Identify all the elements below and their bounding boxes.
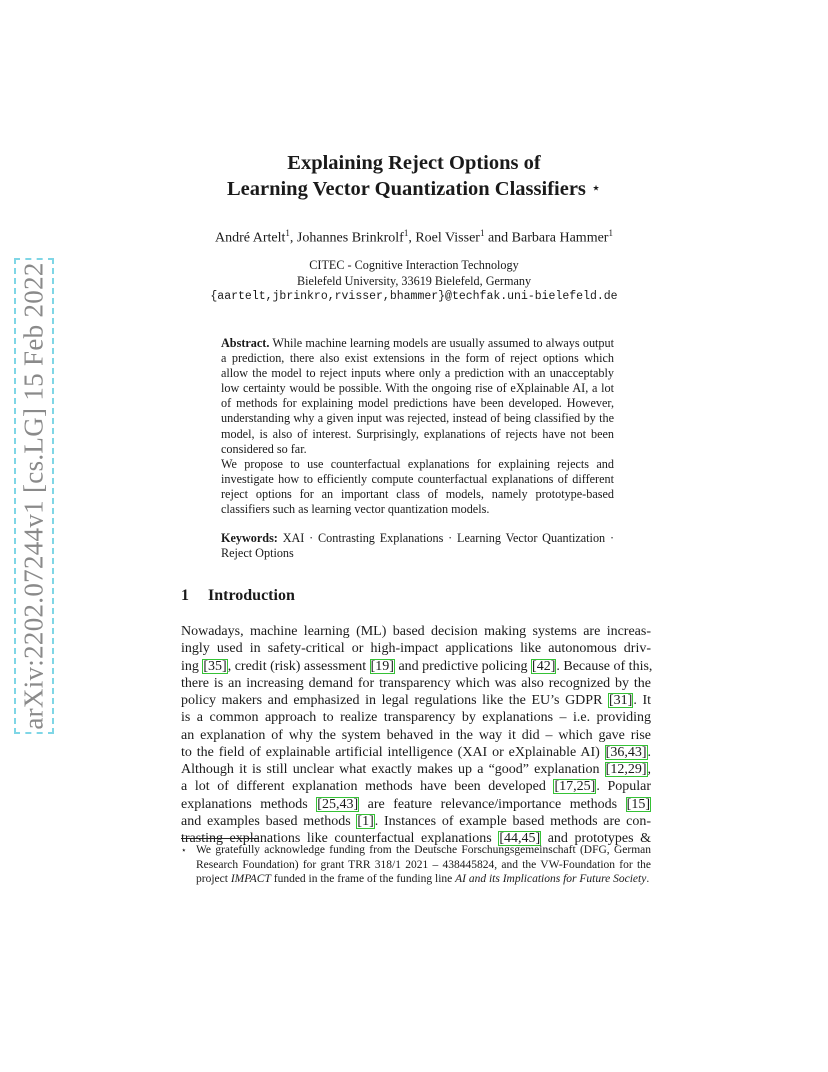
section-title: Introduction [208,587,295,604]
citation-link[interactable]: [25,43] [317,796,359,812]
keywords-label: Keywords: [221,531,278,545]
body-text: and prototypes & [541,831,651,846]
abstract-paragraph-2: We propose to use counterfactual explanations for explaining rejects and investigate how to efficiently compute counterfactual explanations of different reject options for an important class of models, namely prototype-based classifiers such as learning vector quantization models. [221,456,614,517]
footnote-text-2: funded in the frame of the funding line [273,873,453,886]
body-line [181,658,651,675]
section-number: 1 [181,587,189,604]
body-line [181,778,651,795]
introduction-body [181,623,651,847]
body-text: policy makers and emphasized in legal regulations like the EU’s GDPR [181,693,609,708]
author-affiliation-mark: 1 [608,228,613,238]
body-line [181,709,651,726]
keywords [221,531,614,561]
footnote-end: . [646,873,650,886]
author-emails: {aartelt,jbrinkro,rvisser,bhammer}@techfak.uni-bielefeld.de [210,290,618,303]
citation-link[interactable]: [36,43] [605,744,647,760]
footnote-rule [181,838,259,839]
body-text: ing [181,658,203,674]
body-text: trasting explanations like counterfactual explanations [181,831,499,846]
body-text: explanations methods [181,796,317,812]
arxiv-identifier-text: arXiv:2202.07244v1 [cs.LG] 15 Feb 2022 [18,262,49,730]
citation-link[interactable]: [19] [370,658,394,674]
body-line [181,796,651,813]
affiliation-line-1: CITEC - Cognitive Interaction Technology [309,258,519,272]
footnote-mark: ⋆ [181,845,187,855]
body-text: . It [633,693,651,708]
body-text: is a common approach to realize transparency by explanations – i.e. providing [181,710,651,726]
arxiv-identifier-stamp [14,258,54,734]
body-line [181,623,651,640]
citation-link[interactable]: [15] [626,796,650,812]
affiliation-block [0,258,828,305]
footnote-project: IMPACT [230,873,271,886]
title-footnote-mark: ⋆ [591,180,602,197]
citation-link[interactable]: [17,25] [554,779,596,795]
body-line [181,640,651,657]
body-line [181,675,651,692]
keywords-text: XAI · Contrasting Explanations · Learning Vector Quantization · Reject Options [221,531,614,561]
body-text: . Because of this, [556,658,653,674]
author-affiliation-mark: 1 [403,228,409,238]
abstract [221,336,614,517]
body-text: , [647,762,651,777]
body-line [181,727,651,744]
body-text: an explanation of why the system behaved in the way it did – which gave rise [181,727,651,743]
footnote-text-1: We gratefully acknowledge funding from the Deutsche Forschungsgemeinschaft (DFG, German Research Foundation) for grant TRR 318/1 2021 – 438445824, and the VW-Foundation for the project [196,844,651,886]
section-heading [181,587,295,605]
body-text: to the field of explainable artificial intelligence (XAI or eXplainable AI) [181,744,605,760]
title-line-2-text: Learning Vector Quantization Classifiers [226,178,586,200]
title-line-1: Explaining Reject Options of [287,152,541,174]
abstract-text-1: While machine learning models are usually assumed to always output a prediction, there also exist extensions in the form of reject options which allow the model to reject inputs where only a prediction with an unacceptably low certainty would be possible. With the ongoing rise of eXplainable AI, a lot of methods for explaining model predictions have been developed. However, understanding why a given input was rejected, instead of being classified by the model, is also of interest. Surprisingly, explanations of rejects have not been considered so far. [221,336,614,456]
author-affiliation-mark: 1 [479,228,485,238]
citation-link[interactable]: [42] [532,658,556,674]
body-text: . Popular [596,779,652,795]
citation-link[interactable]: [35] [203,658,227,674]
body-text: a lot of different explanation methods have been developed [181,779,554,795]
footnote-text [181,843,651,887]
body-line [181,692,651,709]
body-line [181,761,651,778]
body-text: ingly used in safety-critical or high-impact applications like autonomous driv- [181,641,651,657]
body-text: and predictive policing [394,658,532,674]
body-text: . Instances of example based methods are con- [374,813,651,829]
paper-title [0,150,828,202]
body-text: Nowadays, machine learning (ML) based decision making systems are increas- [181,624,651,639]
body-text: are feature relevance/importance methods [359,796,626,812]
body-text: Although it is still unclear what exactly makes up a “good” explanation [181,762,605,777]
footnote-funding-line: AI and its Implications for Future Society [455,873,647,886]
author-name: André Artelt [215,230,286,246]
author-name: Johannes Brinkrolf [296,230,404,246]
citation-link[interactable]: [12,29] [605,762,647,777]
body-text: and examples based methods [181,813,357,829]
body-text: there is an increasing demand for transparency which was also recognized by the [181,675,651,691]
title-line-2 [0,176,828,202]
body-line [181,813,651,830]
abstract-paragraph-1 [221,336,614,457]
author-name: Roel Visser [415,230,480,246]
body-text: . [647,744,651,760]
affiliation-line-2: Bielefeld University, 33619 Bielefeld, Germany [296,273,532,288]
author-list: André Artelt$^1$, Johannes Brinkrolf$^1$, Roel Visser$^1$ and Barbara Hammer$^1$ [215,228,613,246]
citation-link[interactable]: [1] [357,813,374,829]
abstract-label: Abstract. [221,336,270,350]
citation-link[interactable]: [31] [609,693,633,708]
body-line [181,744,651,761]
citation-link[interactable]: [44,45] [499,831,541,846]
author-name: Barbara Hammer [511,230,609,246]
footnote [181,843,651,887]
body-text: , credit (risk) assessment [227,658,370,674]
author-affiliation-mark: 1 [285,228,290,238]
